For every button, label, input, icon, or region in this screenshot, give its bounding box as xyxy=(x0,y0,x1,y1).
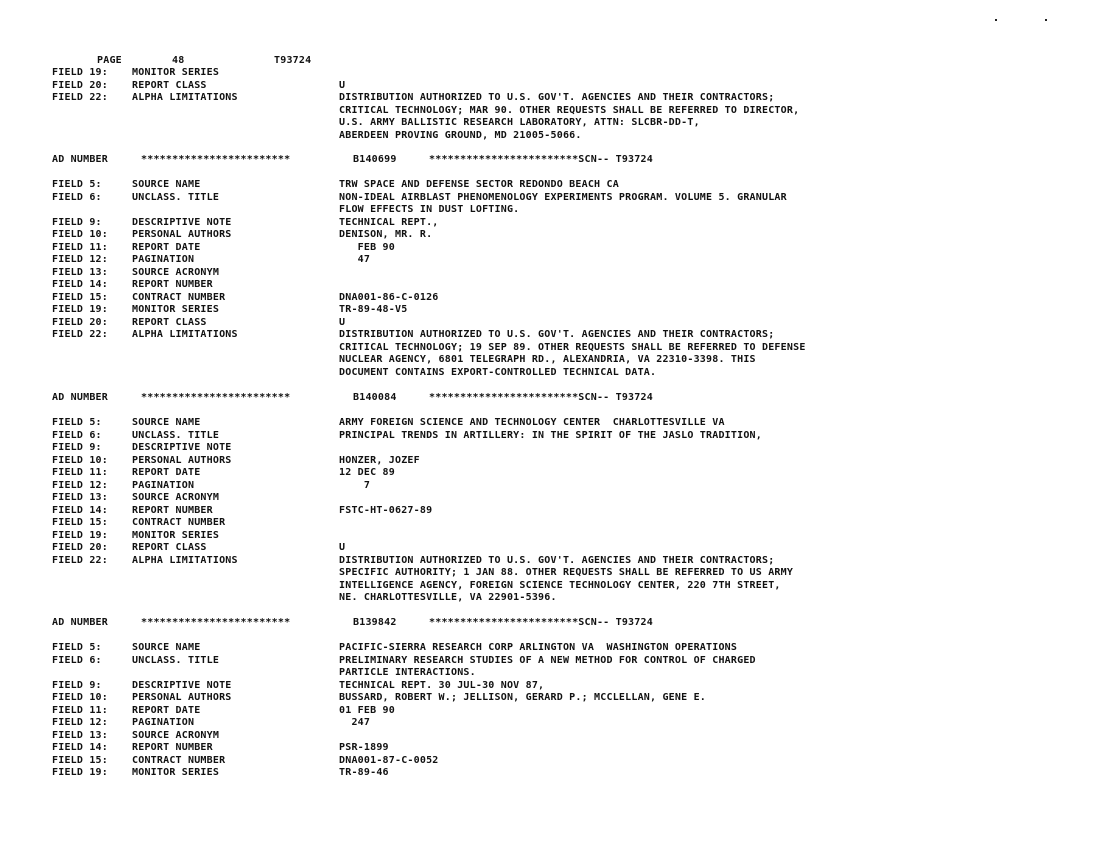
field-value: SPECIFIC AUTHORITY; 1 JAN 88. OTHER REQUESTS SHALL BE REFERRED TO US ARMY xyxy=(339,567,794,578)
field-row xyxy=(0,304,1100,317)
field-label: FIELD 9: xyxy=(52,679,102,691)
field-row xyxy=(0,642,1100,655)
field-label: FIELD 10: xyxy=(52,692,108,703)
page-label: PAGE xyxy=(97,55,122,66)
field-name: CONTRACT NUMBER xyxy=(132,291,226,303)
field-value: PACIFIC-SIERRA RESEARCH CORP ARLINGTON VA WASHINGTON OPERATIONS xyxy=(339,642,738,653)
field-label: FIELD 19: xyxy=(52,767,108,778)
ad-number-row xyxy=(0,392,1100,405)
ad-number-label: AD NUMBER xyxy=(52,154,108,165)
record-block xyxy=(0,154,1100,379)
field-label: FIELD 13: xyxy=(52,729,108,741)
field-value: 47 xyxy=(339,254,371,265)
field-value: PSR-1899 xyxy=(339,742,389,753)
field-row xyxy=(0,555,1100,568)
field-value: 7 xyxy=(339,479,371,491)
field-row xyxy=(0,229,1100,242)
page-number: 48 xyxy=(172,55,185,66)
field-name: DESCRIPTIVE NOTE xyxy=(132,216,232,228)
field-value: ARMY FOREIGN SCIENCE AND TECHNOLOGY CENTER CHARLOTTESVILLE VA xyxy=(339,417,725,428)
field-row xyxy=(0,530,1100,543)
field-value: U xyxy=(339,316,346,328)
field-label: FIELD 5: xyxy=(52,417,102,428)
field-name: UNCLASS. TITLE xyxy=(132,429,220,441)
field-row xyxy=(0,442,1100,455)
field-name: SOURCE NAME xyxy=(132,417,201,428)
record-block xyxy=(0,392,1100,605)
field-name: REPORT NUMBER xyxy=(132,504,213,516)
field-label: FIELD 20: xyxy=(52,542,108,553)
field-row xyxy=(0,667,1100,680)
field-label: FIELD 20: xyxy=(52,316,108,328)
field-row xyxy=(0,492,1100,505)
ad-number-value: B139842 xyxy=(353,617,397,628)
field-label: FIELD 12: xyxy=(52,479,108,491)
field-name: REPORT DATE xyxy=(132,241,201,253)
field-name: REPORT DATE xyxy=(132,704,201,716)
field-value: ABERDEEN PROVING GROUND, MD 21005-5066. xyxy=(339,129,582,141)
field-row xyxy=(0,367,1100,380)
field-label: FIELD 13: xyxy=(52,266,108,278)
field-label: FIELD 15: xyxy=(52,517,108,528)
ad-number-value: B140699 xyxy=(353,154,397,165)
field-name: PAGINATION xyxy=(132,717,195,728)
field-row xyxy=(0,467,1100,480)
field-name: DESCRIPTIVE NOTE xyxy=(132,442,232,453)
field-name: ALPHA LIMITATIONS xyxy=(132,92,238,103)
field-row xyxy=(0,430,1100,443)
field-label: FIELD 12: xyxy=(52,717,108,728)
field-value: DISTRIBUTION AUTHORIZED TO U.S. GOV'T. AGENCIES AND THEIR CONTRACTORS; xyxy=(339,554,775,566)
spacer xyxy=(0,630,1100,643)
field-value: TR-89-46 xyxy=(339,767,389,778)
field-label: FIELD 6: xyxy=(52,191,102,203)
field-name: ALPHA LIMITATIONS xyxy=(132,554,238,566)
field-value: INTELLIGENCE AGENCY, FOREIGN SCIENCE TECHNOLOGY CENTER, 220 7TH STREET, xyxy=(339,579,781,591)
report-code: T93724 xyxy=(274,55,312,66)
record-block xyxy=(0,67,1100,142)
field-value: TRW SPACE AND DEFENSE SECTOR REDONDO BEACH CA xyxy=(339,179,619,190)
field-value: U.S. ARMY BALLISTIC RESEARCH LABORATORY, ATTN: SLCBR-DD-T, xyxy=(339,117,700,128)
field-label: FIELD 13: xyxy=(52,492,108,503)
field-value: PRELIMINARY RESEARCH STUDIES OF A NEW METHOD FOR CONTROL OF CHARGED xyxy=(339,654,756,666)
field-name: PERSONAL AUTHORS xyxy=(132,229,232,240)
field-row xyxy=(0,592,1100,605)
field-value: U xyxy=(339,542,346,553)
field-row xyxy=(0,204,1100,217)
spacer xyxy=(0,167,1100,180)
field-row xyxy=(0,730,1100,743)
field-label: FIELD 5: xyxy=(52,179,102,190)
field-value: 12 DEC 89 xyxy=(339,467,395,478)
field-row xyxy=(0,354,1100,367)
field-label: FIELD 15: xyxy=(52,291,108,303)
field-label: FIELD 9: xyxy=(52,216,102,228)
field-label: FIELD 14: xyxy=(52,279,108,290)
field-name: REPORT NUMBER xyxy=(132,279,213,290)
field-row xyxy=(0,742,1100,755)
field-value: CRITICAL TECHNOLOGY; 19 SEP 89. OTHER REQUESTS SHALL BE REFERRED TO DEFENSE xyxy=(339,341,806,353)
field-label: FIELD 19: xyxy=(52,529,108,541)
ad-number-row xyxy=(0,154,1100,167)
field-row xyxy=(0,455,1100,468)
field-row xyxy=(0,517,1100,530)
scn-value: ************************SCN-- T93724 xyxy=(429,617,653,628)
field-value: TR-89-48-V5 xyxy=(339,304,408,315)
field-name: UNCLASS. TITLE xyxy=(132,654,220,666)
field-value: NUCLEAR AGENCY, 6801 TELEGRAPH RD., ALEXANDRIA, VA 22310-3398. THIS xyxy=(339,354,756,365)
field-name: PERSONAL AUTHORS xyxy=(132,454,232,466)
field-row xyxy=(0,542,1100,555)
scn-value: ************************SCN-- T93724 xyxy=(429,392,653,403)
field-name: MONITOR SERIES xyxy=(132,304,220,315)
field-label: FIELD 14: xyxy=(52,742,108,753)
field-row xyxy=(0,417,1100,430)
field-value: FEB 90 xyxy=(339,241,395,253)
field-row xyxy=(0,655,1100,668)
field-value: FLOW EFFECTS IN DUST LOFTING. xyxy=(339,204,520,215)
field-label: FIELD 11: xyxy=(52,241,108,253)
field-row xyxy=(0,567,1100,580)
field-row xyxy=(0,692,1100,705)
field-value: TECHNICAL REPT. 30 JUL-30 NOV 87, xyxy=(339,679,545,691)
field-value: FSTC-HT-0627-89 xyxy=(339,504,433,516)
field-value: U xyxy=(339,79,346,91)
field-value: DISTRIBUTION AUTHORIZED TO U.S. GOV'T. AGENCIES AND THEIR CONTRACTORS; xyxy=(339,92,775,103)
field-label: FIELD 9: xyxy=(52,442,102,453)
field-name: SOURCE ACRONYM xyxy=(132,492,220,503)
field-row xyxy=(0,505,1100,518)
field-row xyxy=(0,217,1100,230)
field-row xyxy=(0,92,1100,105)
field-label: FIELD 11: xyxy=(52,704,108,716)
field-row xyxy=(0,179,1100,192)
field-label: FIELD 5: xyxy=(52,642,102,653)
field-value: TECHNICAL REPT., xyxy=(339,216,439,228)
field-name: PERSONAL AUTHORS xyxy=(132,692,232,703)
field-name: ALPHA LIMITATIONS xyxy=(132,329,238,340)
field-value: NE. CHARLOTTESVILLE, VA 22901-5396. xyxy=(339,592,557,603)
scn-value: ************************SCN-- T93724 xyxy=(429,154,653,165)
field-row xyxy=(0,755,1100,768)
ad-stars: ************************ xyxy=(141,617,291,628)
field-value: 247 xyxy=(339,717,371,728)
field-name: SOURCE ACRONYM xyxy=(132,266,220,278)
field-name: DESCRIPTIVE NOTE xyxy=(132,679,232,691)
field-label: FIELD 6: xyxy=(52,429,102,441)
field-row xyxy=(0,130,1100,143)
field-label: FIELD 6: xyxy=(52,654,102,666)
ad-number-label: AD NUMBER xyxy=(52,392,108,403)
field-row xyxy=(0,342,1100,355)
field-row xyxy=(0,254,1100,267)
field-row xyxy=(0,267,1100,280)
field-row xyxy=(0,117,1100,130)
field-value: BUSSARD, ROBERT W.; JELLISON, GERARD P.; MCCLELLAN, GENE E. xyxy=(339,692,707,703)
field-value: HONZER, JOZEF xyxy=(339,454,420,466)
field-value: DOCUMENT CONTAINS EXPORT-CONTROLLED TECHNICAL DATA. xyxy=(339,366,657,378)
field-label: FIELD 22: xyxy=(52,329,108,340)
field-value: PRINCIPAL TRENDS IN ARTILLERY: IN THE SPIRIT OF THE JASLO TRADITION, xyxy=(339,429,762,441)
field-name: PAGINATION xyxy=(132,479,195,491)
field-row xyxy=(0,192,1100,205)
field-label: FIELD 14: xyxy=(52,504,108,516)
field-value: PARTICLE INTERACTIONS. xyxy=(339,667,476,678)
field-name: REPORT DATE xyxy=(132,467,201,478)
field-row xyxy=(0,705,1100,718)
ad-number-value: B140084 xyxy=(353,392,397,403)
field-value: DISTRIBUTION AUTHORIZED TO U.S. GOV'T. AGENCIES AND THEIR CONTRACTORS; xyxy=(339,329,775,340)
field-label: FIELD 22: xyxy=(52,554,108,566)
field-name: SOURCE NAME xyxy=(132,179,201,190)
field-name: REPORT CLASS xyxy=(132,316,207,328)
ad-stars: ************************ xyxy=(141,392,291,403)
scan-speck xyxy=(1045,19,1047,21)
field-name: MONITOR SERIES xyxy=(132,529,220,541)
field-name: SOURCE NAME xyxy=(132,642,201,653)
field-name: PAGINATION xyxy=(132,254,195,265)
field-label: FIELD 22: xyxy=(52,92,108,103)
field-label: FIELD 19: xyxy=(52,67,108,78)
field-row xyxy=(0,580,1100,593)
ad-stars: ************************ xyxy=(141,154,291,165)
field-row xyxy=(0,105,1100,118)
field-value: NON-IDEAL AIRBLAST PHENOMENOLOGY EXPERIMENTS PROGRAM. VOLUME 5. GRANULAR xyxy=(339,191,787,203)
field-row xyxy=(0,680,1100,693)
field-label: FIELD 19: xyxy=(52,304,108,315)
record-block xyxy=(0,617,1100,780)
field-label: FIELD 10: xyxy=(52,454,108,466)
field-label: FIELD 12: xyxy=(52,254,108,265)
field-row xyxy=(0,767,1100,780)
field-name: REPORT NUMBER xyxy=(132,742,213,753)
field-name: REPORT CLASS xyxy=(132,542,207,553)
field-row xyxy=(0,292,1100,305)
field-name: REPORT CLASS xyxy=(132,79,207,91)
ad-number-row xyxy=(0,617,1100,630)
field-label: FIELD 11: xyxy=(52,467,108,478)
field-row xyxy=(0,80,1100,93)
field-value: DNA001-86-C-0126 xyxy=(339,291,439,303)
field-row xyxy=(0,317,1100,330)
field-name: MONITOR SERIES xyxy=(132,767,220,778)
field-value: CRITICAL TECHNOLOGY; MAR 90. OTHER REQUESTS SHALL BE REFERRED TO DIRECTOR, xyxy=(339,104,800,116)
field-value: DNA001-87-C-0052 xyxy=(339,754,439,766)
field-value: 01 FEB 90 xyxy=(339,704,395,716)
ad-number-label: AD NUMBER xyxy=(52,617,108,628)
field-row xyxy=(0,242,1100,255)
field-name: SOURCE ACRONYM xyxy=(132,729,220,741)
field-row xyxy=(0,279,1100,292)
field-name: UNCLASS. TITLE xyxy=(132,191,220,203)
field-row xyxy=(0,67,1100,80)
spacer xyxy=(0,405,1100,418)
scan-speck xyxy=(995,19,997,21)
field-name: CONTRACT NUMBER xyxy=(132,754,226,766)
field-row xyxy=(0,329,1100,342)
field-value: DENISON, MR. R. xyxy=(339,229,433,240)
field-row xyxy=(0,717,1100,730)
field-name: CONTRACT NUMBER xyxy=(132,517,226,528)
field-label: FIELD 10: xyxy=(52,229,108,240)
field-label: FIELD 20: xyxy=(52,79,108,91)
field-name: MONITOR SERIES xyxy=(132,67,220,78)
field-row xyxy=(0,480,1100,493)
field-label: FIELD 15: xyxy=(52,754,108,766)
